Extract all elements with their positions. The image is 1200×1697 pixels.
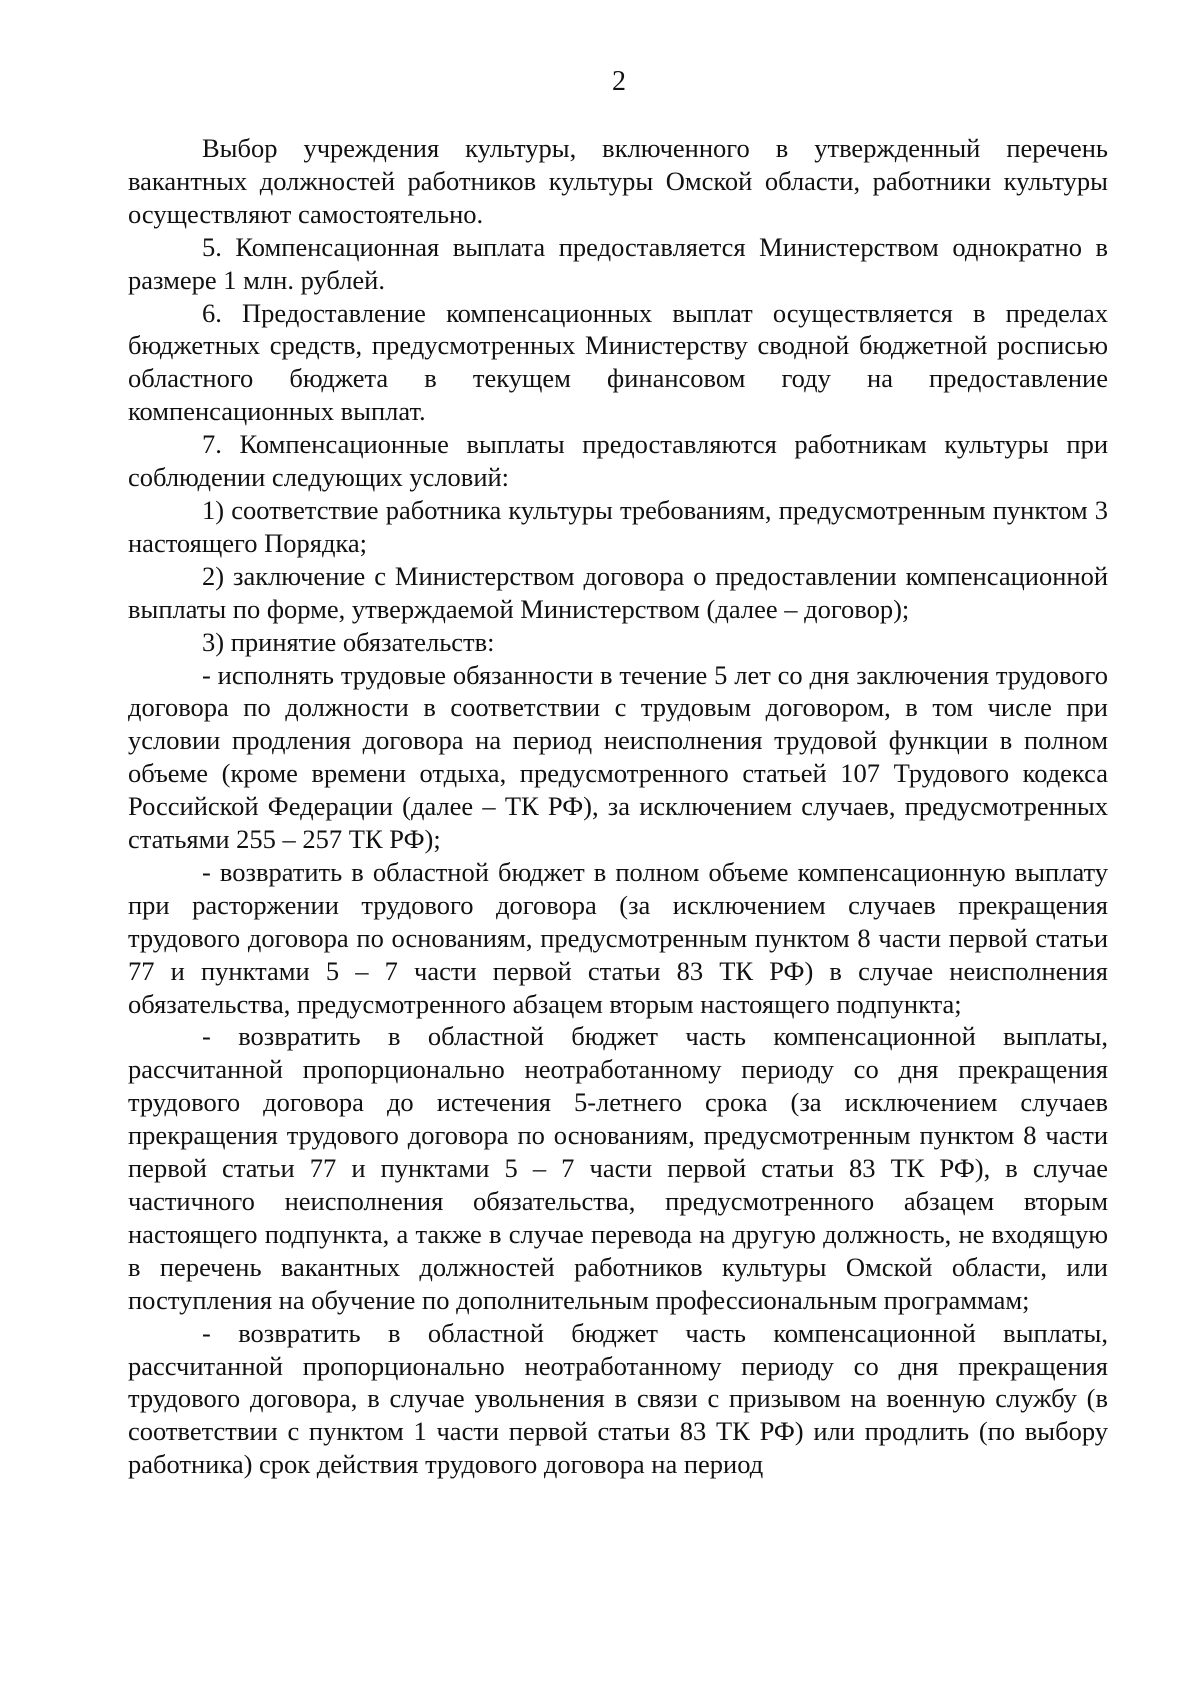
paragraph-obligation-partial-return: - возвратить в областной бюджет часть компенсационной выплаты, рассчитанной пропорционально неотработанному периоду со дня прекращения трудового договора до истечения 5-летнего срока (за исключением случаев прекращения трудового договора по основаниям, предусмотренным пунктом 8 части первой статьи 77 и пунктами 5 – 7 части первой статьи 83 ТК РФ), в случае частичного неисполнения обязательства, предусмотренного абзацем вторым настоящего подпункта, а также в случае перевода на другую должность, не входящую в перечень вакантных должностей работников культуры Омской области, или поступления на обучение по дополнительным профессиональным программам; [128, 1021, 1108, 1315]
paragraph-item-6: 6. Предоставление компенсационных выплат осуществляется в пределах бюджетных средств, предусмотренных Министерству сводной бюджетной росписью областного бюджета в текущем финансовом году на предоставление компенсационных выплат. [128, 297, 1108, 427]
paragraph-subitem-1: 1) соответствие работника культуры требованиям, предусмотренным пунктом 3 настоящего Порядка; [128, 494, 1108, 558]
paragraph-obligation-work-5-years: - исполнять трудовые обязанности в течение 5 лет со дня заключения трудового договора по должности в соответствии с трудовым договором, в том числе при условии продления договора на период неисполнения трудовой функции в полном объеме (кроме времени отдыха, предусмотренного статьей 107 Трудового кодекса Российской Федерации (далее – ТК РФ), за исключением случаев, предусмотренных статьями 255 – 257 ТК РФ); [128, 659, 1108, 855]
paragraph-item-7: 7. Компенсационные выплаты предоставляются работникам культуры при соблюдении следующих условий: [128, 429, 1108, 493]
paragraph-subitem-3: 3) принятие обязательств: [202, 626, 495, 657]
page-number: 2 [612, 66, 626, 97]
paragraph-subitem-2: 2) заключение с Министерством договора о предоставлении компенсационной выплаты по форме, утверждаемой Министерством (далее – договор); [128, 560, 1108, 624]
paragraph-obligation-military-service: - возвратить в областной бюджет часть компенсационной выплаты, рассчитанной пропорционально неотработанному периоду со дня прекращения трудового договора, в случае увольнения в связи с призывом на военную службу (в соответствии с пунктом 1 части первой статьи 83 ТК РФ) или продлить (по выбору работника) срок действия трудового договора на период [128, 1317, 1108, 1480]
paragraph-item-5: 5. Компенсационная выплата предоставляется Министерством однократно в размере 1 млн. рублей. [128, 231, 1108, 295]
paragraph-obligation-full-return: - возвратить в областной бюджет в полном объеме компенсационную выплату при расторжении трудового договора (за исключением случаев прекращения трудового договора по основаниям, предусмотренным пунктом 8 части первой статьи 77 и пунктами 5 – 7 части первой статьи 83 ТК РФ) в случае неисполнения обязательства, предусмотренного абзацем вторым настоящего подпункта; [128, 856, 1108, 1019]
document-body [128, 132, 1108, 1481]
paragraph-culture-institution-choice: Выбор учреждения культуры, включенного в утвержденный перечень вакантных должностей работников культуры Омской области, работники культуры осуществляют самостоятельно. [128, 133, 1108, 229]
